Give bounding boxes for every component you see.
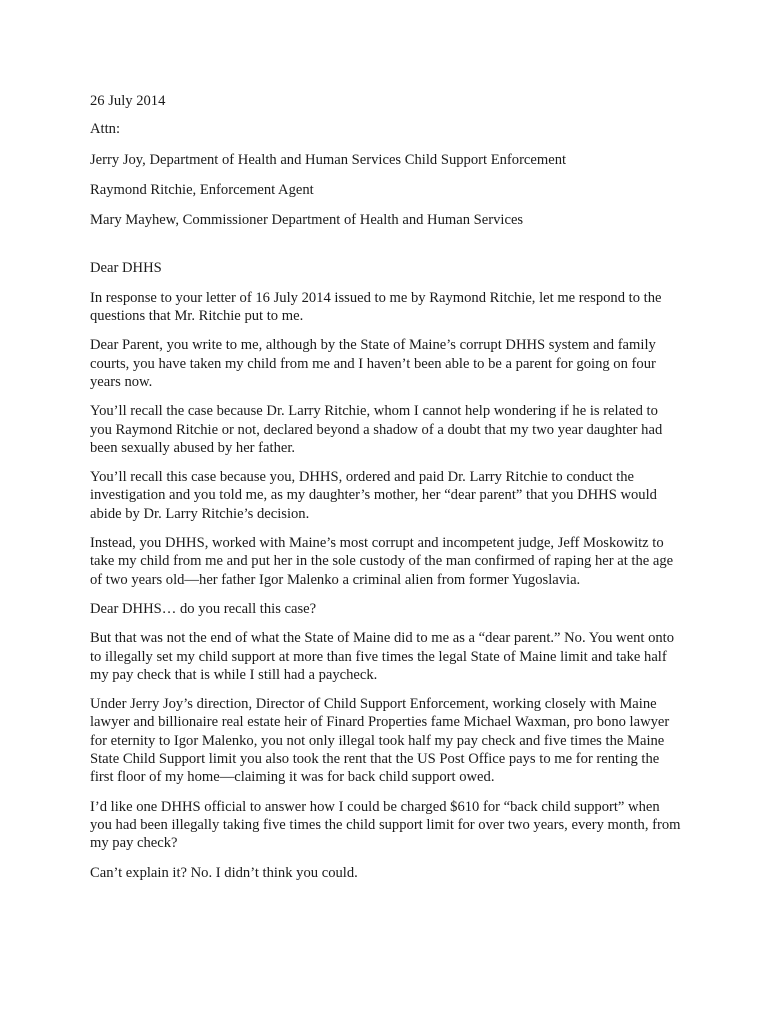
salutation: Dear DHHS: [90, 260, 162, 277]
body-paragraph: But that was not the end of what the State of Maine did to me as a “dear parent.” No. You went onto to illegally set my child support at more than five times the legal State of Maine limit and take half my pay check that is while I still had a paycheck.: [90, 630, 675, 683]
body-paragraph: Dear Parent, you write to me, although by the State of Maine’s corrupt DHHS system and family courts, you have taken my child from me and I haven’t been able to be a parent for going on four years now.: [90, 337, 656, 390]
body-paragraph: Dear DHHS… do you recall this case?: [90, 600, 317, 617]
body-paragraph: In response to your letter of 16 July 2014 issued to me by Raymond Ritchie, let me respond to the questions that Mr. Ritchie put to me.: [90, 289, 662, 325]
letter-body: [90, 92, 682, 893]
body-paragraph: You’ll recall this case because you, DHHS, ordered and paid Dr. Larry Ritchie to conduct the investigation and you told me, as my daughter’s mother, her “dear parent” that you DHHS would abide by Dr. Larry Ritchie’s decision.: [90, 469, 657, 522]
body-paragraph: Under Jerry Joy’s direction, Director of Child Support Enforcement, working closely with Maine lawyer and billionaire real estate heir of Finard Properties fame Michael Waxman, pro bono lawyer for eternity to Igor Malenko, you not only illegal took half my pay check and five times the Maine State Child Support limit you also took the rent that the US Post Office pays to me for renting the first floor of my home—claiming it was for back child support owed.: [90, 696, 670, 786]
recipient-line: Jerry Joy, Department of Health and Human Services Child Support Enforcement: [90, 151, 567, 168]
body-paragraph: Instead, you DHHS, worked with Maine’s most corrupt and incompetent judge, Jeff Moskowitz to take my child from me and put her in the sole custody of the man confirmed of raping her at the age of two years old—her father Igor Malenko a criminal alien from former Yugoslavia.: [90, 535, 674, 588]
body-paragraph: I’d like one DHHS official to answer how I could be charged $610 for “back child support” when you had been illegally taking five times the child support limit for over two years, every month, from my pay check?: [90, 798, 681, 852]
attention-line: Attn:: [90, 121, 120, 138]
letter-date: 26 July 2014: [90, 93, 166, 109]
recipient-line: Raymond Ritchie, Enforcement Agent: [90, 181, 314, 198]
recipient-line: Mary Mayhew, Commissioner Department of Health and Human Services: [90, 212, 524, 229]
body-paragraph: You’ll recall the case because Dr. Larry Ritchie, whom I cannot help wondering if he is related to you Raymond Ritchie or not, declared beyond a shadow of a doubt that my two year daughter had been sexually abused by her father.: [90, 403, 663, 456]
body-paragraph: Can’t explain it? No. I didn’t think you could.: [90, 864, 358, 881]
